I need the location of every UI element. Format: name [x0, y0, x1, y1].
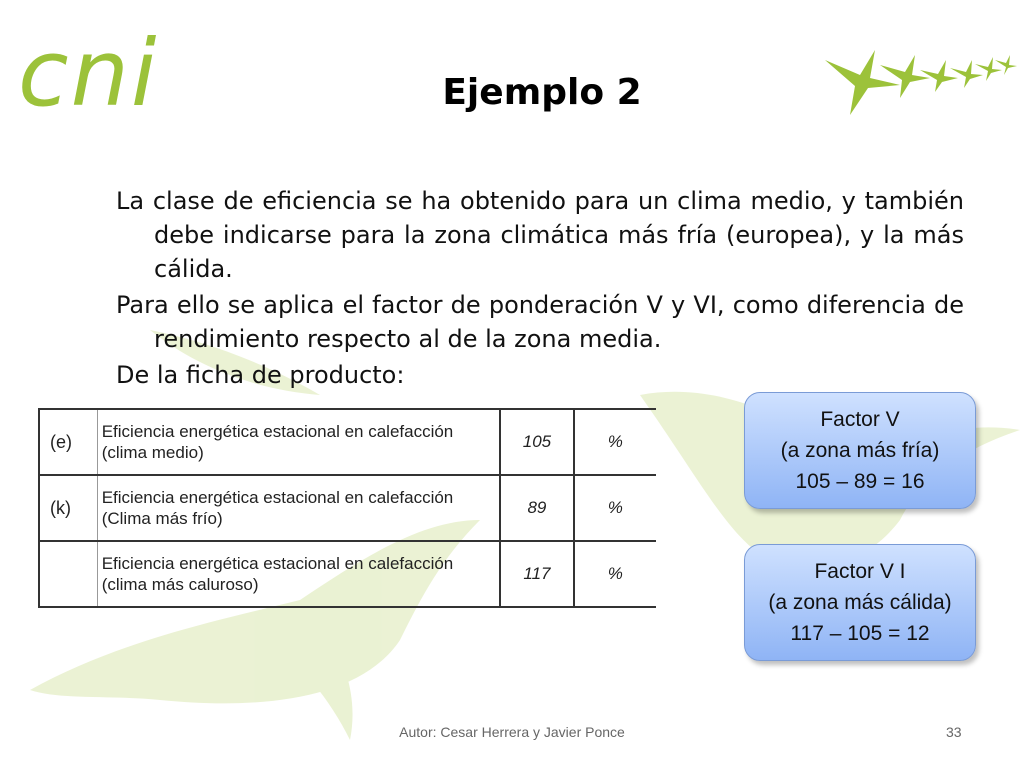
row-description-sub: (Clima más frío) — [101, 509, 223, 528]
factor-vi-title: Factor V I — [814, 560, 906, 583]
row-unit: % — [607, 432, 623, 451]
row-description — [97, 541, 500, 607]
paragraph-2: Para ello se aplica el factor de ponderación V y VI, como diferencia de rendimiento respecto al de la zona media. — [116, 291, 964, 353]
table-row — [39, 409, 656, 475]
factor-vi-box — [744, 544, 976, 661]
paragraph-3: De la ficha de producto: — [116, 361, 405, 389]
row-unit: % — [607, 498, 623, 517]
row-description-main: Eficiencia energética estacional en calefacción — [101, 422, 454, 441]
row-value: 117 — [500, 541, 574, 607]
factor-v-title: Factor V — [820, 408, 900, 431]
row-code — [39, 541, 97, 607]
factor-vi-calculation: 117 – 105 = 12 — [790, 622, 930, 645]
page-number: 33 — [946, 724, 962, 740]
row-code: (k) — [39, 475, 97, 541]
row-description-sub: (clima más caluroso) — [101, 575, 259, 594]
row-description — [97, 409, 500, 475]
body-text — [116, 184, 964, 394]
table-row — [39, 475, 656, 541]
row-description — [97, 475, 500, 541]
slide-title: Ejemplo 2 — [442, 72, 642, 113]
factor-v-calculation: 105 – 89 = 16 — [795, 470, 925, 493]
row-value: 105 — [500, 409, 574, 475]
row-description-sub: (clima medio) — [101, 443, 204, 462]
row-unit: % — [607, 564, 623, 583]
product-sheet-table — [38, 408, 656, 608]
row-value: 89 — [500, 475, 574, 541]
footer-author: Autor: Cesar Herrera y Javier Ponce — [399, 724, 625, 740]
table-row — [39, 541, 656, 607]
row-description-main: Eficiencia energética estacional en calefacción — [101, 554, 454, 573]
factor-vi-zone: (a zona más cálida) — [768, 591, 952, 614]
factor-v-zone: (a zona más fría) — [780, 439, 940, 462]
row-code: (e) — [39, 409, 97, 475]
paragraph-1: La clase de eficiencia se ha obtenido para un clima medio, y también debe indicarse para la zona climática más fría (europea), y la más cálida. — [116, 187, 964, 283]
row-description-main: Eficiencia energética estacional en calefacción — [101, 488, 454, 507]
factor-v-box — [744, 392, 976, 509]
cni-logo: cni — [18, 20, 159, 127]
